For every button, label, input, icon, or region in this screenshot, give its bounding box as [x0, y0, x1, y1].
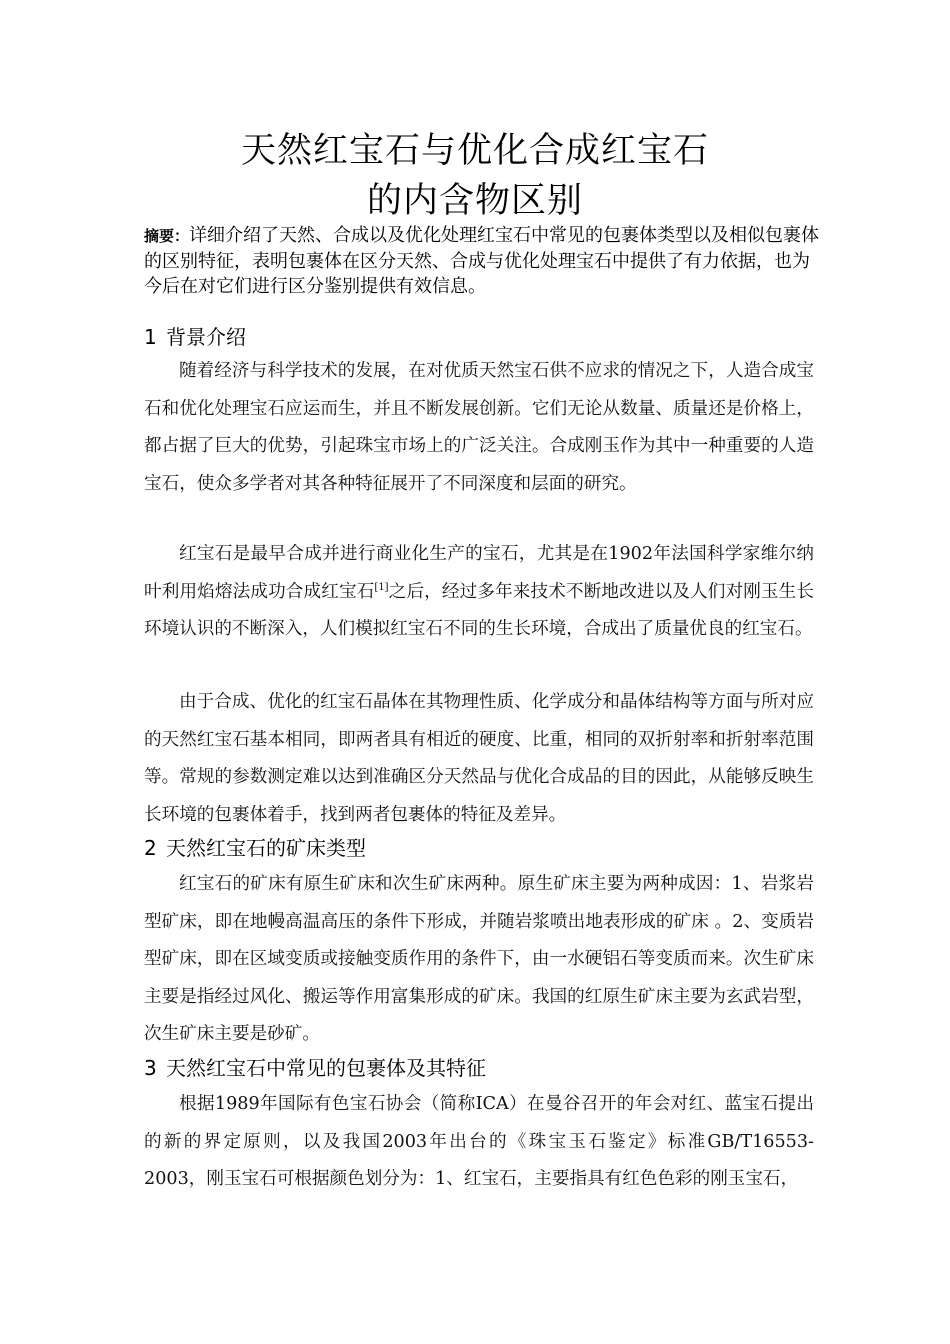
abstract-label: 摘要：	[144, 227, 190, 245]
paragraph-text: 红宝石是最早合成并进行商业化生产的宝石，尤其是在1902年法国科学家维尔纳叶利用焰熔法成功合成红宝石	[144, 544, 814, 602]
section-heading-2	[144, 834, 366, 862]
section-heading-3	[144, 1054, 486, 1082]
paragraph-deposits: 红宝石的矿床有原生矿床和次生矿床两种。原生矿床主要为两种成因：1、岩浆岩型矿床，即在地幔高温高压的条件下形成，并随岩浆喷出地表形成的矿床 。2、变质岩型矿床，即在区域变质或接触变质作用的条件下，由一水硬铝石等变质而来。次生矿床主要是指经过风化、搬运等作用富集形成的矿床。我国的红原生矿床主要为玄武岩型，次生矿床主要是砂矿。	[144, 874, 814, 1045]
section-title: 天然红宝石的矿床类型	[166, 836, 366, 860]
document-title-line-2: 的内含物区别	[366, 181, 583, 221]
paragraph-properties: 由于合成、优化的红宝石晶体在其物理性质、化学成分和晶体结构等方面与所对应的天然红宝石基本相同，即两者具有相近的硬度、比重，相同的双折射率和折射率范围等。常规的参数测定难以达到准确区分天然品与优化合成品的目的因此，从能够反映生长环境的包裹体着手，找到两者包裹体的特征及差异。	[144, 692, 814, 825]
section-title: 背景介绍	[166, 325, 246, 349]
section-number: 2	[144, 836, 157, 860]
section-number: 3	[144, 1056, 157, 1080]
abstract-text: 详细介绍了天然、合成以及优化处理红宝石中常见的包裹体类型以及相似包裹体的区别特征，表明包裹体在区分天然、合成与优化处理宝石中提供了有力依据，也为今后在对它们进行区分鉴别提供有效信息。	[144, 225, 820, 297]
abstract	[144, 223, 819, 299]
section-heading-1	[144, 323, 246, 351]
paragraph-background: 随着经济与科学技术的发展，在对优质天然宝石供不应求的情况之下，人造合成宝石和优化处理宝石应运而生，并且不断发展创新。它们无论从数量、质量还是价格上，都占据了巨大的优势，引起珠宝市场上的广泛关注。合成刚玉作为其中一种重要的人造宝石，使众多学者对其各种特征展开了不同深度和层面的研究。	[144, 361, 814, 494]
paragraph-text: 之后，经过多年来技术不断地改进以及人们对刚玉生长环境认识的不断深入，人们模拟红宝石不同的生长环境，合成出了质量优良的红宝石。	[144, 581, 814, 640]
section-title: 天然红宝石中常见的包裹体及其特征	[166, 1056, 486, 1080]
section-number: 1	[144, 325, 157, 349]
paragraph-history	[144, 536, 814, 649]
citation-ref: [1]	[374, 581, 389, 593]
document-title-line-1: 天然红宝石与优化合成红宝石	[240, 131, 709, 171]
paragraph-classification: 根据1989年国际有色宝石协会（简称ICA）在曼谷召开的年会对红、蓝宝石提出的新的界定原则，以及我国2003年出台的《珠宝玉石鉴定》标准GB/T16553-2003，刚玉宝石可根据颜色划分为：1、红宝石，主要指具有红色色彩的刚玉宝石，	[144, 1094, 814, 1190]
